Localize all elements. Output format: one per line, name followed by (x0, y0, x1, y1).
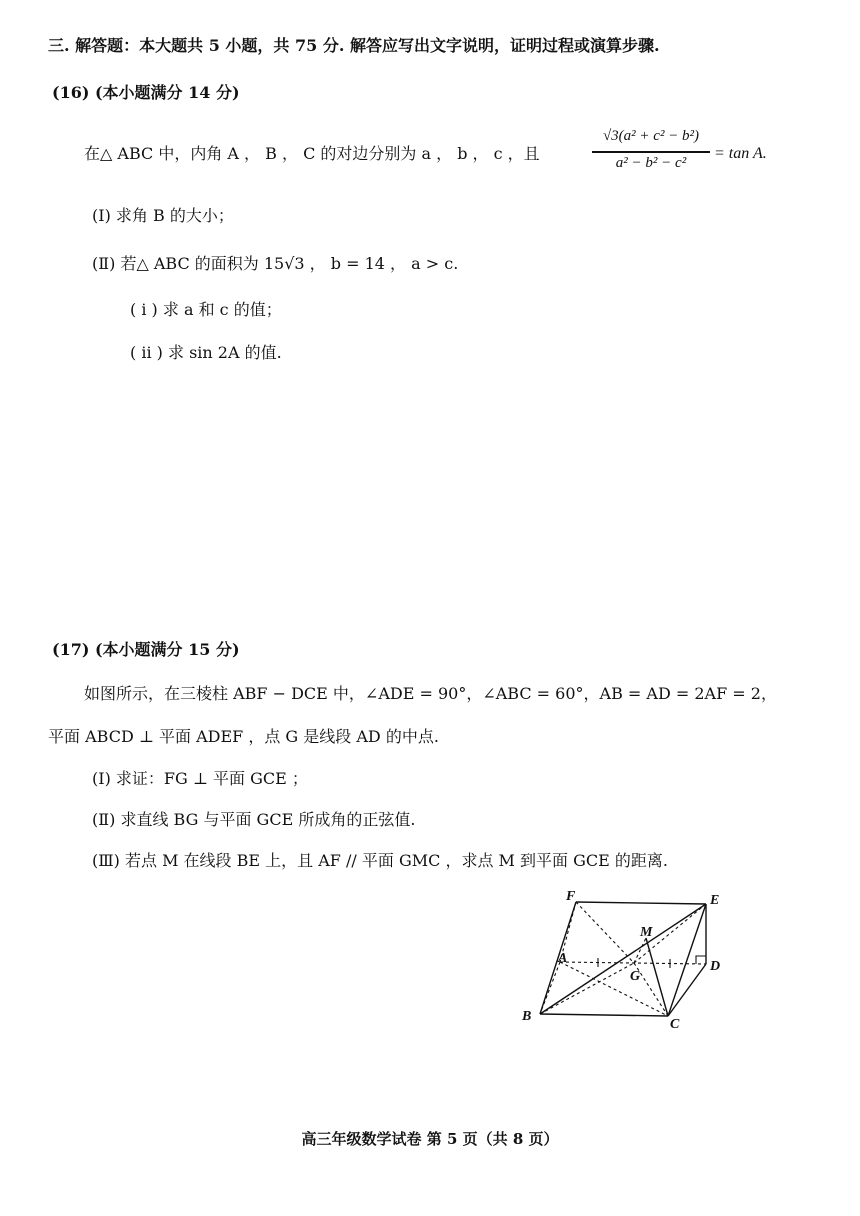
label-M: M (640, 925, 653, 940)
section-heading: 三. 解答题：本大题共 5 小题，共 75 分. 解答应写出文字说明，证明过程或演算步骤. (48, 36, 660, 55)
edge-FG (576, 902, 634, 963)
page-footer: 高三年级数学试卷 第 5 页（共 8 页） (301, 1130, 559, 1148)
label-A: A (558, 951, 568, 966)
q17-part1: (Ⅰ) 求证：FG ⊥ 平面 GCE ； (92, 769, 308, 788)
q16-part1: (Ⅰ) 求角 B 的大小； (92, 206, 234, 225)
fraction-numerator: √3(a² + c² − b²) (602, 128, 700, 144)
q16-header: (16) (本小题满分 14 分) (52, 83, 240, 102)
label-B: B (522, 1009, 532, 1024)
q16-sub1: ( i ) 求 a 和 c 的值； (130, 300, 282, 319)
edge-FE (576, 902, 706, 904)
q17-part2: (Ⅱ) 求直线 BG 与平面 GCE 所成角的正弦值. (92, 810, 416, 829)
edge-AD (560, 962, 706, 964)
fraction-denominator: a² − b² − c² (615, 155, 687, 171)
edge-EC (668, 904, 706, 1016)
q17-stem-line1: 如图所示，在三棱柱 ABF − DCE 中，∠ADE = 90°，∠ABC = 60°，AB = AD = 2AF = 2， (84, 684, 777, 703)
edge-BC (540, 1014, 668, 1016)
q16-sub2: ( ii ) 求 sin 2A 的值. (130, 343, 282, 362)
label-G: G (630, 969, 641, 984)
edge-DC (668, 964, 706, 1016)
label-D: D (710, 959, 721, 974)
prism-figure (510, 890, 750, 1040)
label-E: E (710, 893, 720, 908)
edge-MC (646, 938, 668, 1016)
q16-stem: 在△ ABC 中，内角 A ， B ， C 的对边分别为 a ， b ， c ，且 (84, 144, 540, 163)
fraction-bar (592, 151, 710, 153)
label-F: F (566, 890, 576, 904)
q17-header: (17) (本小题满分 15 分) (52, 640, 240, 659)
q17-stem-line2: 平面 ABCD ⊥ 平面 ADEF ，点 G 是线段 AD 的中点. (48, 727, 439, 746)
q16-part2: (Ⅱ) 若△ ABC 的面积为 15√3 ， b = 14 ， a > c. (92, 254, 459, 273)
label-C: C (670, 1017, 680, 1032)
fraction-rhs: = tan A. (714, 145, 767, 162)
q17-part3: (Ⅲ) 若点 M 在线段 BE 上，且 AF // 平面 GMC ，求点 M 到平面 GCE 的距离. (92, 851, 668, 870)
q16-fraction (592, 128, 710, 176)
edge-AC (560, 962, 668, 1016)
